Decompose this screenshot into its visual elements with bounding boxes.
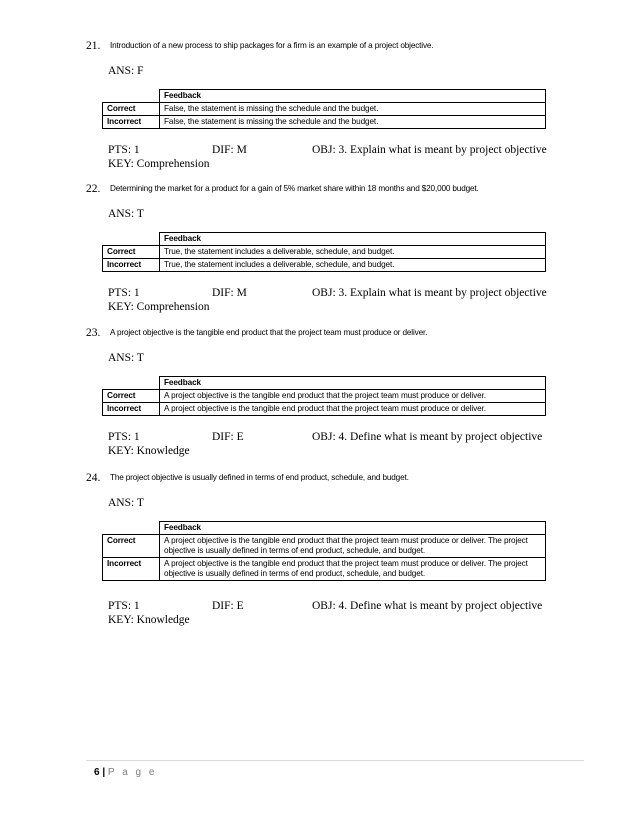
question-text: The project objective is usually defined in terms of end product, schedule, and budget. xyxy=(110,473,409,482)
incorrect-label: Incorrect xyxy=(103,558,160,581)
difficulty: DIF: E xyxy=(212,431,244,443)
question-text: Determining the market for a product for a gain of 5% market share within 18 months and $20,000 budget. xyxy=(110,184,479,193)
points: PTS: 1 xyxy=(108,144,140,156)
points: PTS: 1 xyxy=(108,431,140,443)
points: PTS: 1 xyxy=(108,287,140,299)
question-meta xyxy=(108,430,558,458)
keyword: KEY: Knowledge xyxy=(108,445,190,457)
page-number: 6 xyxy=(94,767,100,778)
correct-label: Correct xyxy=(103,535,160,558)
question-text: A project objective is the tangible end product that the project team must produce or deliver. xyxy=(110,328,428,337)
feedback-blank-cell xyxy=(103,233,160,246)
feedback-table xyxy=(102,376,546,416)
incorrect-label: Incorrect xyxy=(103,116,160,129)
objective: OBJ: 3. Explain what is meant by project objective xyxy=(312,144,547,156)
difficulty: DIF: M xyxy=(212,287,247,299)
incorrect-feedback: A project objective is the tangible end product that the project team must produce or deliver. The project objective is usually defined in terms of end product, schedule, and budget. xyxy=(160,558,546,581)
answer: ANS: T xyxy=(108,352,144,364)
feedback-table xyxy=(102,521,546,581)
incorrect-label: Incorrect xyxy=(103,403,160,416)
question-number: 21. xyxy=(86,40,101,52)
question-header xyxy=(86,327,554,341)
question-21 xyxy=(86,40,554,170)
question-22 xyxy=(86,183,554,313)
feedback-blank-cell xyxy=(103,377,160,390)
correct-label: Correct xyxy=(103,390,160,403)
question-meta xyxy=(108,286,558,314)
incorrect-feedback: True, the statement includes a deliverable, schedule, and budget. xyxy=(160,259,546,272)
correct-feedback: False, the statement is missing the schedule and the budget. xyxy=(160,103,546,116)
correct-feedback: A project objective is the tangible end product that the project team must produce or deliver. xyxy=(160,390,546,403)
footer-separator: | xyxy=(99,767,108,778)
page-footer xyxy=(94,767,157,778)
footer-divider xyxy=(86,760,584,761)
correct-feedback: A project objective is the tangible end product that the project team must produce or deliver. The project objective is usually defined in terms of end product, schedule, and budget. xyxy=(160,535,546,558)
answer: ANS: T xyxy=(108,497,144,509)
question-header xyxy=(86,472,554,486)
feedback-header: Feedback xyxy=(160,522,546,535)
question-number: 22. xyxy=(86,183,101,195)
correct-label: Correct xyxy=(103,246,160,259)
correct-label: Correct xyxy=(103,103,160,116)
page-word: P a g e xyxy=(107,767,157,778)
answer: ANS: F xyxy=(108,65,144,77)
correct-feedback: True, the statement includes a deliverable, schedule, and budget. xyxy=(160,246,546,259)
incorrect-label: Incorrect xyxy=(103,259,160,272)
question-number: 23. xyxy=(86,327,101,339)
feedback-table xyxy=(102,89,546,129)
objective: OBJ: 4. Define what is meant by project objective xyxy=(312,431,543,443)
incorrect-feedback: A project objective is the tangible end product that the project team must produce or deliver. xyxy=(160,403,546,416)
feedback-blank-cell xyxy=(103,522,160,535)
difficulty: DIF: M xyxy=(212,144,247,156)
question-header xyxy=(86,40,554,54)
keyword: KEY: Knowledge xyxy=(108,614,190,626)
question-number: 24. xyxy=(86,472,101,484)
question-24 xyxy=(86,472,554,626)
keyword: KEY: Comprehension xyxy=(108,158,210,170)
question-meta xyxy=(108,143,558,171)
feedback-header: Feedback xyxy=(160,233,546,246)
objective: OBJ: 3. Explain what is meant by project objective xyxy=(312,287,547,299)
question-meta xyxy=(108,599,558,627)
question-header xyxy=(86,183,554,197)
question-23 xyxy=(86,327,554,457)
feedback-blank-cell xyxy=(103,90,160,103)
objective: OBJ: 4. Define what is meant by project objective xyxy=(312,600,543,612)
feedback-header: Feedback xyxy=(160,90,546,103)
incorrect-feedback: False, the statement is missing the schedule and the budget. xyxy=(160,116,546,129)
feedback-table xyxy=(102,232,546,272)
question-text: Introduction of a new process to ship packages for a firm is an example of a project objective. xyxy=(110,41,434,50)
feedback-header: Feedback xyxy=(160,377,546,390)
points: PTS: 1 xyxy=(108,600,140,612)
answer: ANS: T xyxy=(108,208,144,220)
difficulty: DIF: E xyxy=(212,600,244,612)
keyword: KEY: Comprehension xyxy=(108,301,210,313)
